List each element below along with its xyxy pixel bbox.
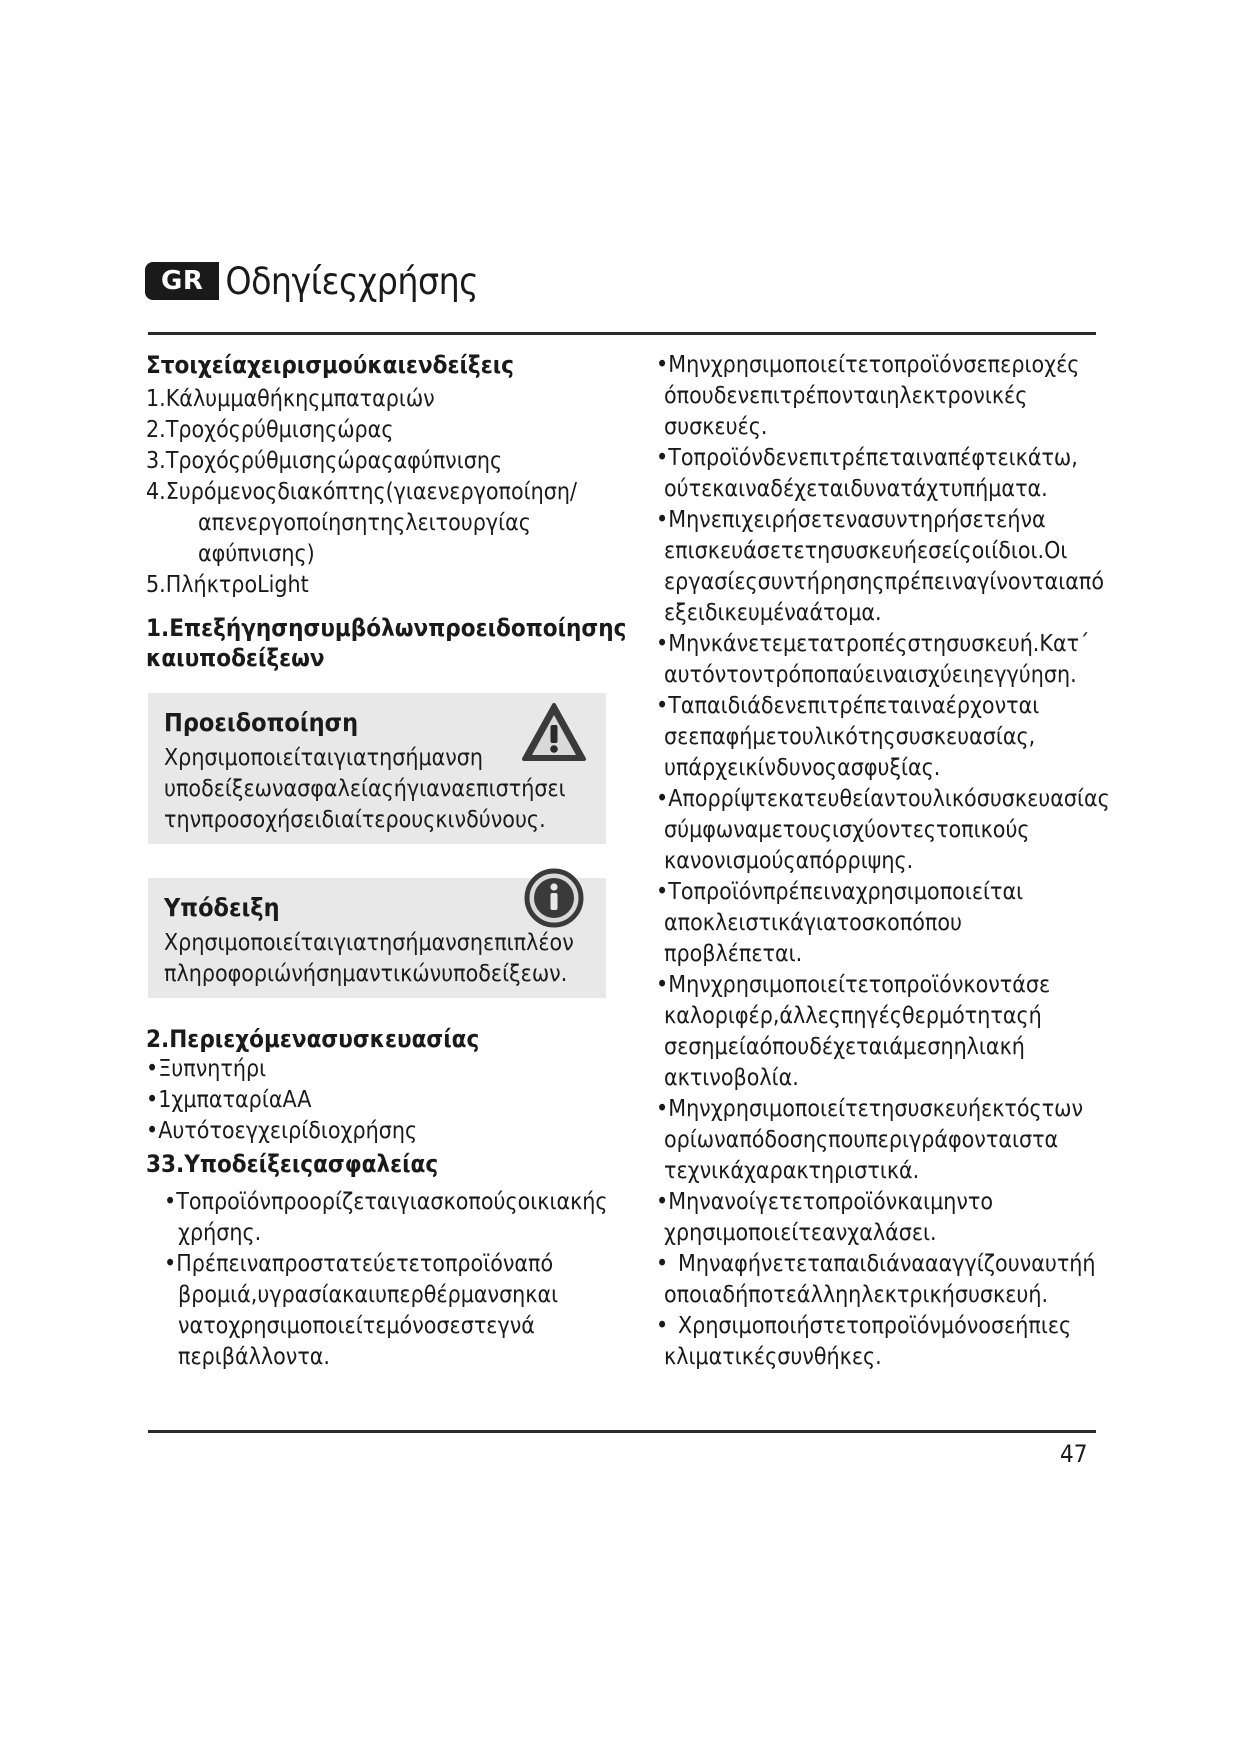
list-item: 3.Τροχόςρύθμισηςώραςαφύπνισης [146,448,503,474]
page-number: 47 [1060,1440,1088,1468]
page-title: Οδηγίεςχρήσης [225,259,479,303]
controls-heading: Στοιχείαχειρισμούκαιενδείξεις [146,351,514,379]
page-header [145,258,478,304]
controls-list [146,384,616,601]
list-item: 2.Τροχόςρύθμισηςώρας [146,417,394,443]
language-badge: GR [145,262,219,300]
package-heading: 2.Περιεχόμενασυσκευασίας [146,1025,480,1053]
left-column [146,350,627,1373]
warning-box [148,693,606,844]
list-item: •Μηνανοίγετετοπροϊόνκαιμηντο χρησιμοποιείτεανχαλάσει. [656,1189,994,1246]
list-item: •Πρέπειναπροστατεύετετοπροϊόναπό βρομιά,υγρασίακαιυπερθέρμανσηκαι νατοχρησιμοποιείτεμόνοσεστεγνά περιβάλλοντα. [164,1251,559,1370]
safety-list-continued [642,350,1110,1373]
list-item-text: Μηναφήνετεταπαιδιάναααγγίζουναυτήή οποιαδήποτεάλληηλεκτρικήσυσκευή. [664,1251,1096,1308]
safety-list [146,1187,616,1373]
info-icon [520,866,588,930]
list-item: •Μηνκάνετεμετατροπέςστησυσκευή.Κατ΄ αυτόντοντρόποπαύειναισχύειηεγγύηση. [656,631,1090,688]
warning-triangle-icon [520,701,588,765]
bottom-divider [148,1430,1096,1433]
warning-text: Χρησιμοποιείταιγιατησήμανση υποδείξεωνασφαλείαςήγιαναεπιστήσει τηνπροσοχήσειδιαίτερουςκινδύνους. [164,745,566,833]
warning-title: Προειδοποίηση [164,708,359,737]
list-item: •Τοπροϊόνδενεπιτρέπεταιναπέφτεικάτω, ούτεκαιναδέχεταιδυνατάχτυπήματα. [656,445,1078,502]
safety-heading: 33.Υποδείξειςασφαλείας [146,1150,439,1178]
list-item [642,1249,1102,1311]
bullet: • [656,1251,669,1277]
list-item: 5.ΠλήκτροLight [146,572,309,598]
list-item-text: Χρησιμοποιήστετοπροϊόνμόνοσεήπιες κλιματικέςσυνθήκες. [664,1313,1072,1370]
list-item [642,1311,1102,1373]
list-item: •Μηνεπιχειρήσετενασυντηρήσετεήνα επισκευάσετετησυσκευήεσείςοιίδιοι.Οι εργασίεςσυντήρησηςπρέπειναγίνονταιαπό εξειδικευμέναάτομα. [656,507,1104,626]
list-item: •Μηνχρησιμοποιείτετοπροϊόνκοντάσε καλοριφέρ,άλλεςπηγέςθερμότηταςή σεσημείαόπουδέχεταιάμεσηηλιακή ακτινοβολία. [656,972,1051,1091]
list-item: •Μηνχρησιμοποιείτετοπροϊόνσεπεριοχές όπουδενεπιτρέπονταιηλεκτρονικές συσκευές. [656,352,1080,440]
list-item: •Τοπροϊόνπροορίζεταιγιασκοπούςοικιακής χρήσης. [164,1189,608,1246]
symbols-heading: 1.Επεξήγησησυμβόλωνπροειδοποίησης καιυποδείξεων [146,614,627,672]
list-item: 4.Συρόμενοςδιακόπτης(γιαενεργοποίηση/ απενεργοποίησητηςλειτουργίας αφύπνισης) [146,479,577,567]
list-item: •Ταπαιδιάδενεπιτρέπεταιναέρχονται σεεπαφήμετουλικότηςσυσκευασίας, υπάρχεικίνδυνοςασφυξίας. [656,693,1040,781]
list-item: •Τοπροϊόνπρέπειναχρησιμοποιείται αποκλειστικάγιατοσκοπόπου προβλέπεται. [656,879,1024,967]
bullet: • [656,1313,669,1339]
right-column [642,350,1110,1373]
list-item: •1χμπαταρίαAA [146,1087,312,1113]
list-item: •Απορρίψτεκατευθείαντουλικόσυσκευασίας σύμφωναμετουςισχύοντεςτοπικούς κανονισμούςαπόρριψης. [656,786,1110,874]
top-divider [148,332,1096,335]
hint-box [148,878,606,998]
list-item: •Μηνχρησιμοποιείτετησυσκευήεκτόςτων ορίωναπόδοσηςπουπεριγράφονταιστα τεχνικάχαρακτηριστικά. [656,1096,1084,1184]
hint-title: Υπόδειξη [164,893,280,922]
list-item: •Ξυπνητήρι [146,1056,267,1082]
list-item: 1.Κάλυμμαθήκηςμπαταριών [146,386,435,412]
list-item: •Αυτότοεγχειρίδιοχρήσης [146,1118,418,1144]
package-list [146,1054,616,1147]
hint-text: Χρησιμοποιείταιγιατησήμανσηεπιπλέον πληροφοριώνήσημαντικώνυποδείξεων. [164,930,574,987]
